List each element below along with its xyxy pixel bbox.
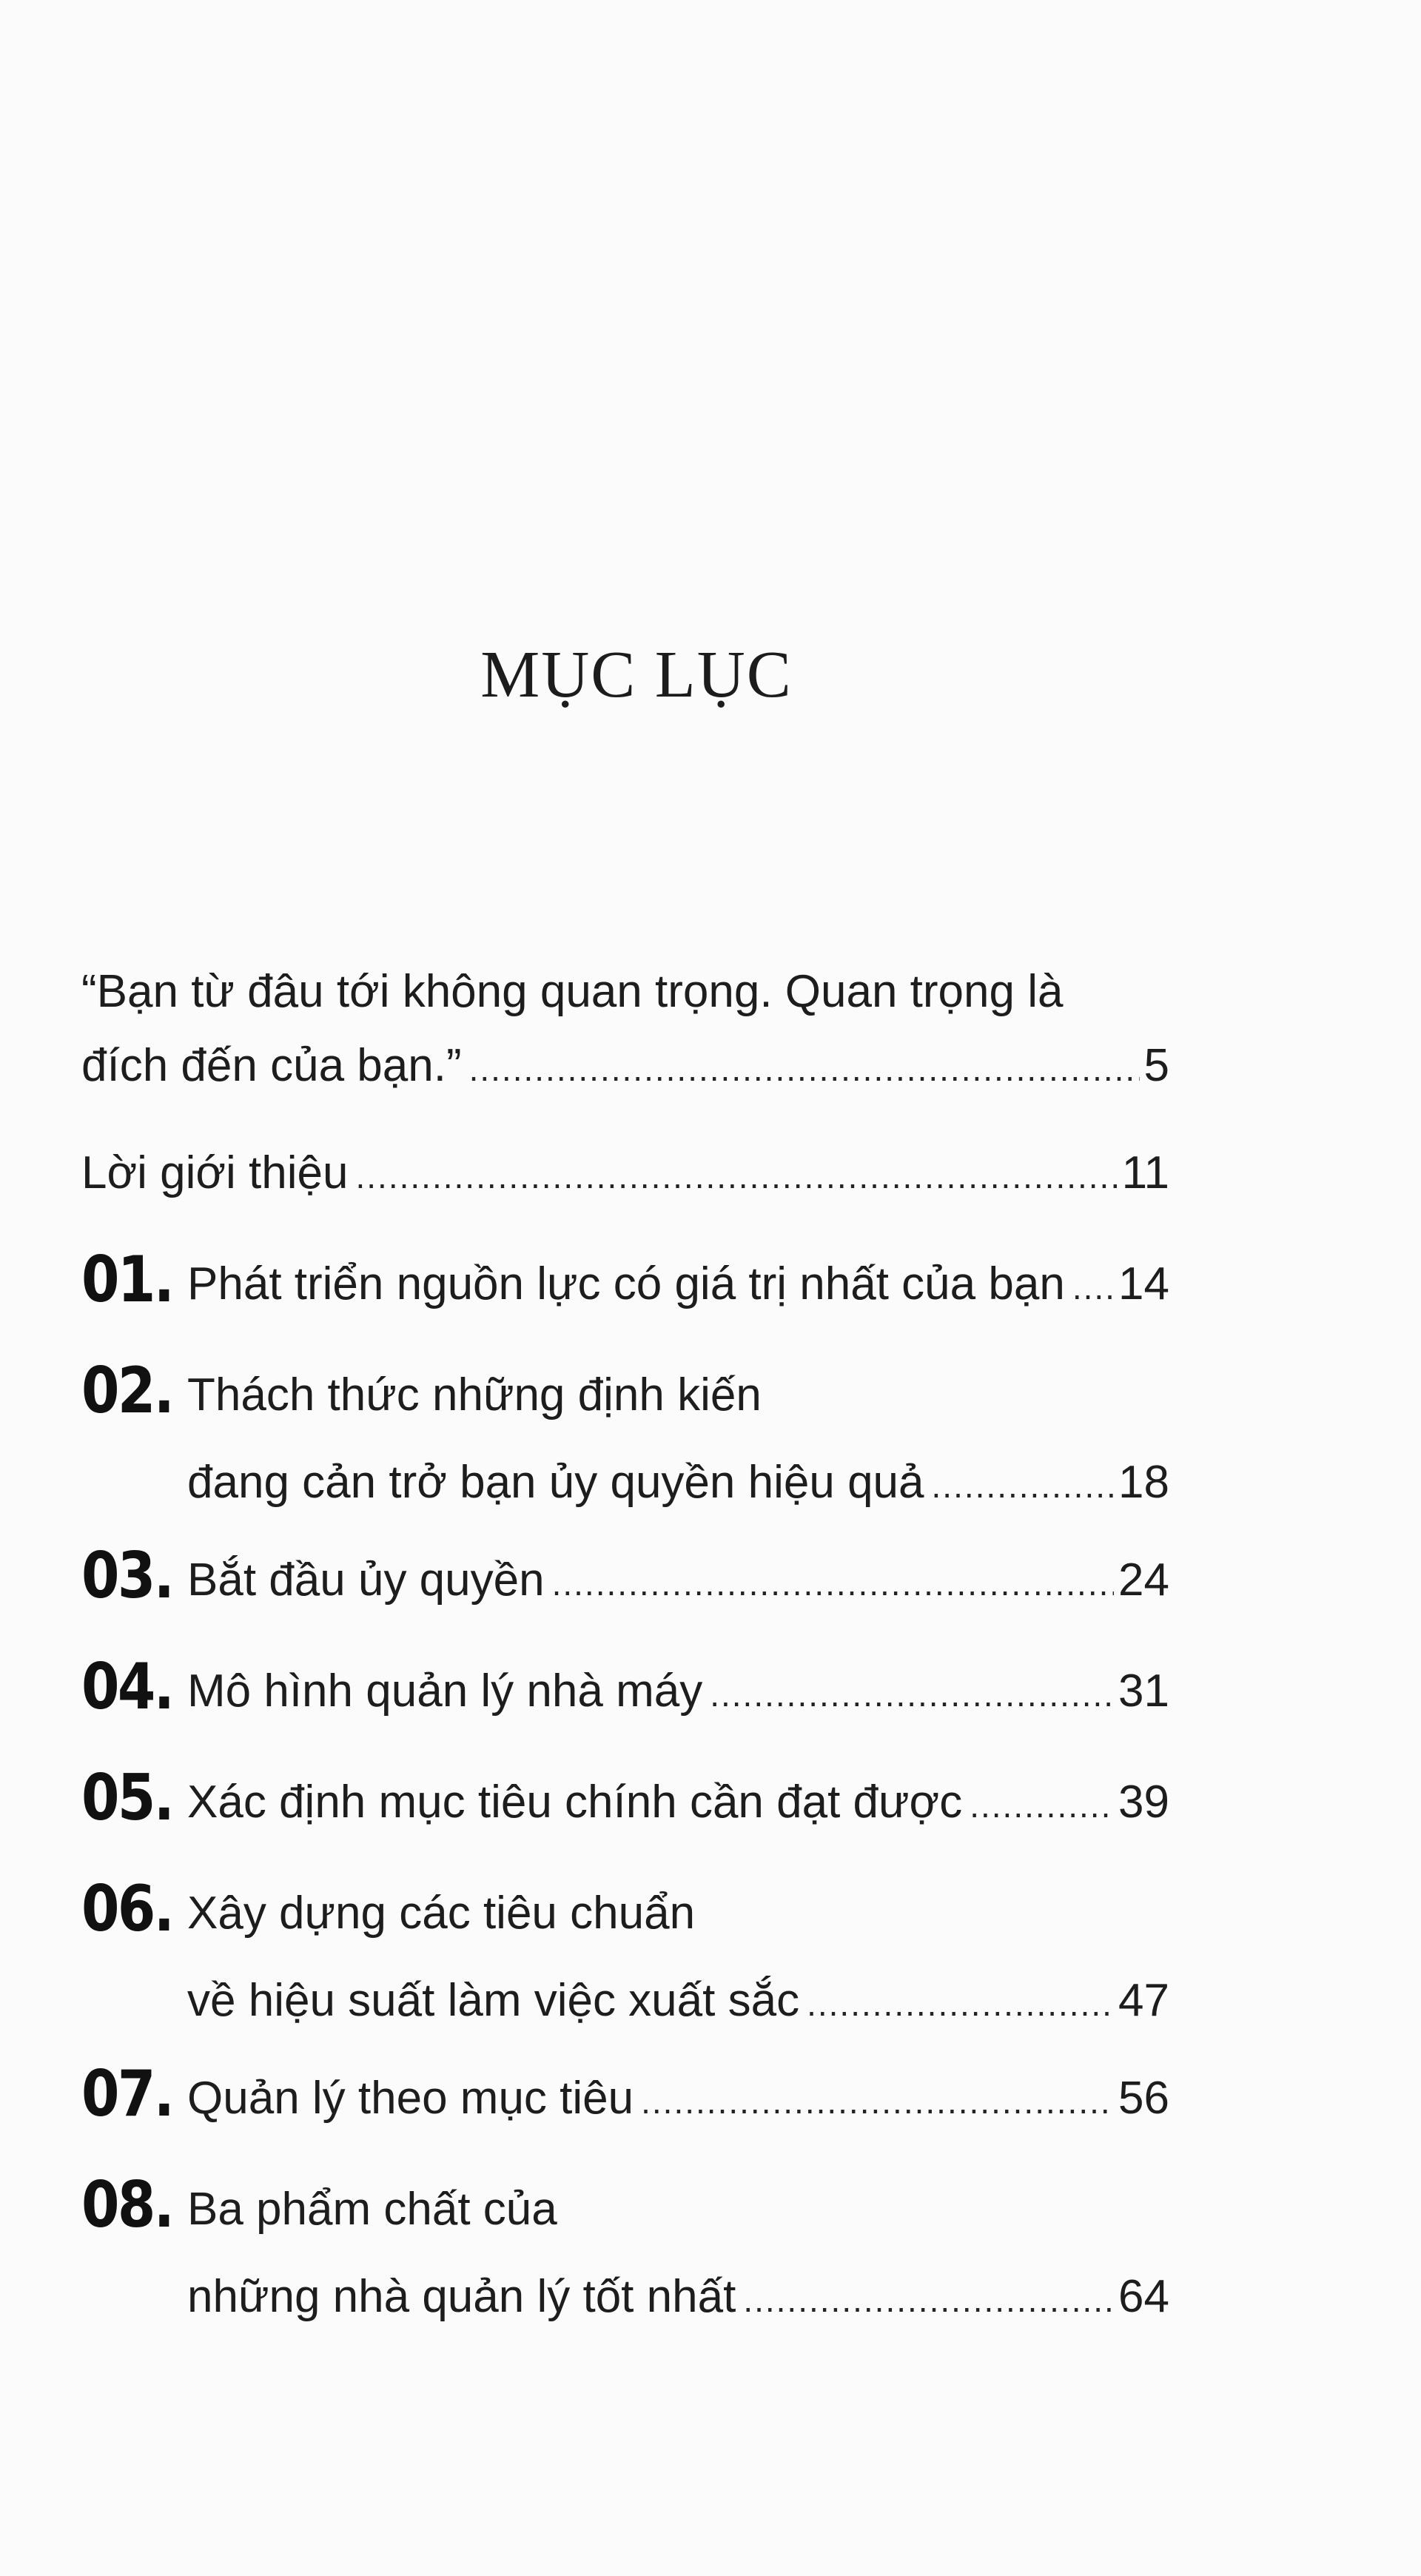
dot-leader: [970, 1768, 1114, 1842]
toc-page-number: 18: [1118, 1457, 1169, 1508]
toc-entry-chapter-08: [81, 2168, 1169, 2335]
toc-page-number: 64: [1118, 2271, 1169, 2322]
toc-page-number: 39: [1118, 1777, 1169, 1828]
toc-entry-preface: [81, 955, 1169, 1103]
dot-leader: [469, 1032, 1140, 1106]
toc-page-number: 31: [1118, 1666, 1169, 1717]
toc-page-number: 14: [1118, 1258, 1169, 1309]
toc-entry-line: [187, 1543, 1169, 1620]
toc-entry-title: Quản lý theo mục tiêu: [187, 2073, 634, 2124]
toc-entry-line: [81, 955, 1169, 1029]
chapter-number: 01.: [81, 1243, 173, 1317]
toc-entry-chapter-05: [81, 1761, 1169, 1839]
page-title: MỤC LỤC: [480, 638, 793, 711]
toc-entry-line: [187, 2173, 1169, 2247]
dot-leader: [552, 1546, 1114, 1620]
chapter-number: 08.: [81, 2168, 173, 2242]
toc-entry-title: Lời giới thiệu: [81, 1147, 349, 1198]
toc-entry-line: [187, 1876, 1169, 1951]
dot-leader: [710, 1657, 1114, 1731]
toc-page-number: 56: [1118, 2073, 1169, 2124]
toc-entry-title: Thách thức những định kiến: [187, 1369, 762, 1421]
toc-entry-title: Bắt đầu ủy quyền: [187, 1554, 545, 1606]
chapter-number: 03.: [81, 1539, 173, 1613]
toc-entry-line: [187, 1358, 1169, 1432]
dot-leader: [1072, 1250, 1114, 1324]
toc-page-number: 47: [1118, 1975, 1169, 2026]
toc-entry-line: [187, 2062, 1169, 2139]
toc-entry-chapter-04: [81, 1650, 1169, 1728]
toc-entry-line: [81, 1136, 1169, 1213]
chapter-number: 05.: [81, 1761, 173, 1835]
toc-entry-title: Mô hình quản lý nhà máy: [187, 1666, 703, 1717]
toc-entry-chapter-07: [81, 2057, 1169, 2136]
toc-entry-title-continued: những nhà quản lý tốt nhất: [187, 2271, 736, 2322]
dot-leader: [641, 2065, 1114, 2139]
toc-entry-line: [187, 1964, 1169, 2041]
toc-entry-title: “Bạn từ đâu tới không quan trọng. Quan trọng là: [81, 966, 1064, 1017]
table-of-contents: [81, 955, 1169, 2358]
chapter-number: 07.: [81, 2057, 173, 2131]
toc-entry-line: [187, 1765, 1169, 1842]
dot-leader: [743, 2263, 1114, 2337]
toc-entry-title-continued: về hiệu suất làm việc xuất sắc: [187, 1975, 800, 2026]
toc-page-number: 24: [1118, 1554, 1169, 1606]
toc-entry-title: Ba phẩm chất của: [187, 2184, 557, 2235]
toc-entry-line: [187, 2260, 1169, 2337]
chapter-number: 06.: [81, 1872, 173, 1946]
toc-entry-title: Xác định mục tiêu chính cần đạt được: [187, 1777, 963, 1828]
toc-page-number: 11: [1121, 1147, 1169, 1198]
toc-entry-chapter-02: [81, 1354, 1169, 1521]
toc-entry-line: [81, 1029, 1169, 1106]
chapter-number: 02.: [81, 1354, 173, 1428]
toc-entry-title-continued: đang cản trở bạn ủy quyền hiệu quả: [187, 1457, 924, 1508]
dot-leader: [932, 1449, 1115, 1523]
chapter-number: 04.: [81, 1650, 173, 1724]
toc-entry-title: Phát triển nguồn lực có giá trị nhất của bạn: [187, 1258, 1065, 1309]
dot-leader: [807, 1967, 1114, 2041]
toc-entry-line: [187, 1247, 1169, 1324]
toc-page-number: 5: [1143, 1040, 1169, 1091]
toc-entry-line: [187, 1654, 1169, 1731]
toc-entry-chapter-01: [81, 1243, 1169, 1321]
toc-entry-title-continued: đích đến của bạn.”: [81, 1040, 462, 1091]
toc-entry-chapter-03: [81, 1539, 1169, 1617]
toc-entry-intro: [81, 1136, 1169, 1210]
toc-entry-title: Xây dựng các tiêu chuẩn: [187, 1888, 696, 1939]
toc-entry-chapter-06: [81, 1872, 1169, 2039]
dot-leader: [356, 1139, 1118, 1213]
toc-entry-line: [187, 1446, 1169, 1523]
